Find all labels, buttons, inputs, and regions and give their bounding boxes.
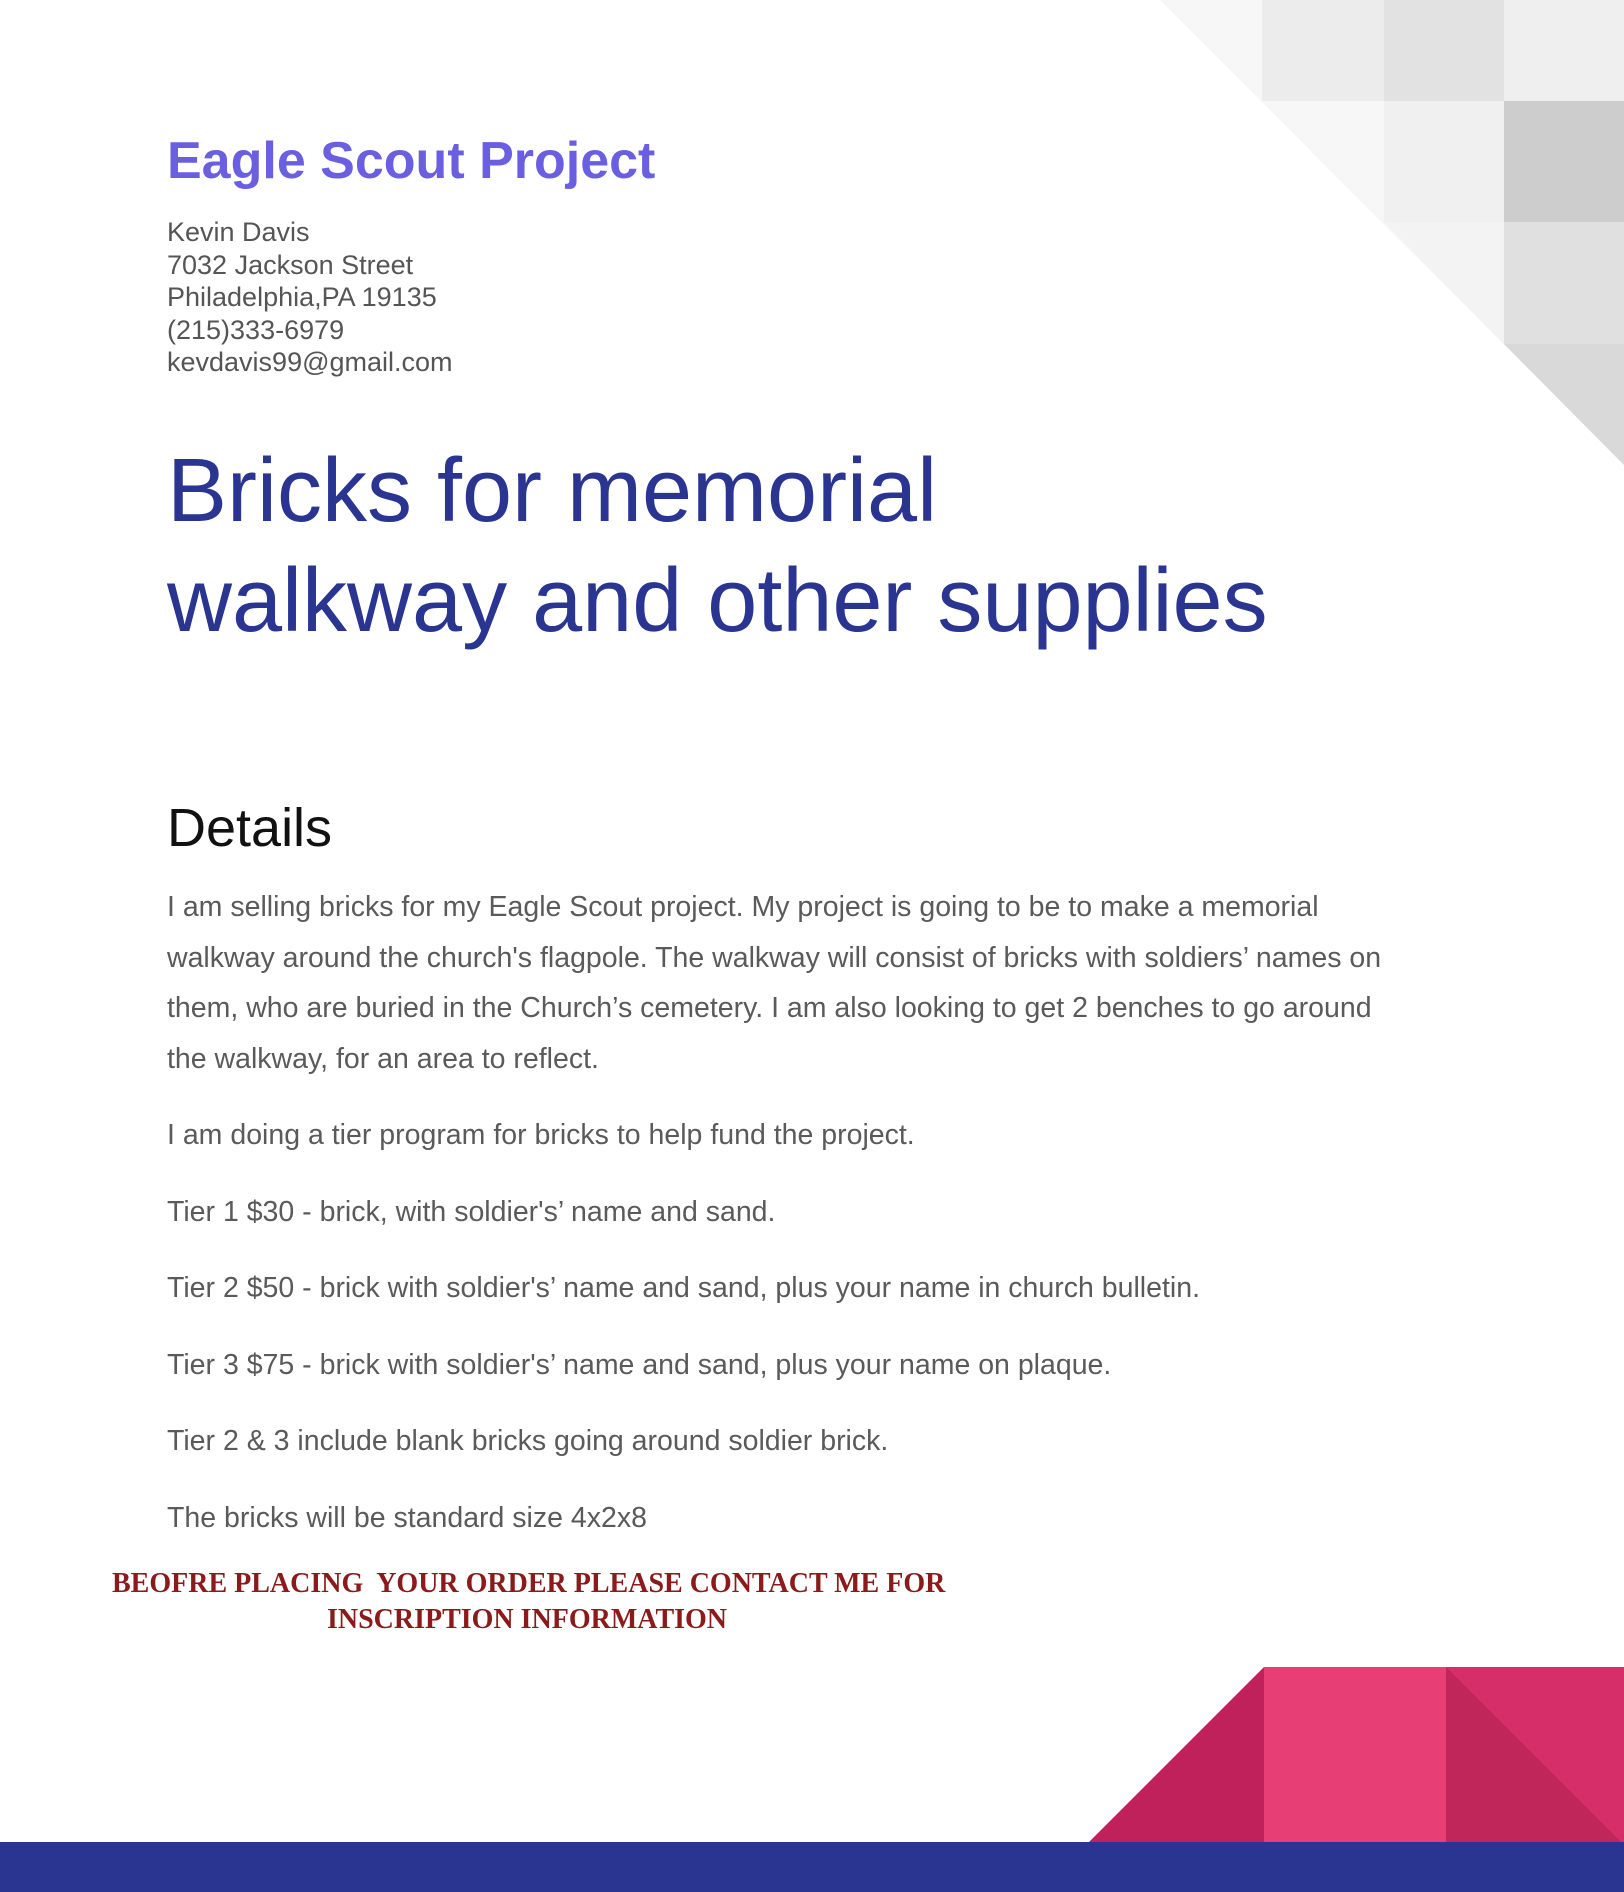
deco-square: [1504, 0, 1624, 101]
deco-square: [1262, 0, 1384, 101]
contact-phone: (215)333-6979: [167, 314, 345, 345]
deco-square: [1504, 101, 1624, 222]
deco-square: [1504, 222, 1624, 344]
deco-square: [1384, 101, 1504, 222]
document-title: Eagle Scout Project: [167, 132, 656, 190]
headline: [167, 436, 1467, 656]
details-body: [167, 882, 1417, 1569]
details-paragraph: I am selling bricks for my Eagle Scout project. My project is going to be to make a memorial walkway around the church's flagpole. The walkway will consist of bricks with soldiers’ names on them, who are buried in the Church’s cemetery. I am also looking to get 2 benches to go around the walkway, for an area to reflect.: [167, 891, 1382, 1075]
tier-1-paragraph: Tier 1 $30 - brick, with soldier's’ name and sand.: [167, 1195, 776, 1228]
headline-line-1: Bricks for memorial: [167, 441, 938, 541]
contact-city: Philadelphia,PA 19135: [167, 282, 437, 312]
bottom-decoration: [0, 1660, 1624, 1892]
details-paragraph: I am doing a tier program for bricks to help fund the project.: [167, 1119, 915, 1151]
tier-2-paragraph: Tier 2 $50 - brick with soldier's’ name and sand, plus your name in church bulletin.: [167, 1272, 1200, 1304]
brick-size-paragraph: The bricks will be standard size 4x2x8: [167, 1501, 647, 1534]
deco-square: [1384, 0, 1504, 101]
contact-email: kevdavis99@gmail.com: [167, 347, 453, 377]
contact-street: 7032 Jackson Street: [167, 249, 414, 280]
tier-3-paragraph: Tier 3 $75 - brick with soldier's’ name and sand, plus your name on plaque.: [167, 1348, 1112, 1381]
order-notice: [112, 1566, 946, 1638]
details-heading: Details: [167, 798, 333, 858]
tier-note-paragraph: Tier 2 & 3 include blank bricks going around soldier brick.: [167, 1425, 889, 1457]
deco-pink-block: [1264, 1667, 1446, 1842]
footer-bar: [0, 1842, 1624, 1892]
deco-crimson-triangle: [1089, 1667, 1264, 1842]
order-notice-line-1: BEOFRE PLACING YOUR ORDER PLEASE CONTACT ME FOR: [112, 1568, 946, 1599]
headline-line-2: walkway and other supplies: [167, 551, 1268, 651]
contact-block: [167, 216, 453, 379]
order-notice-line-2: INSCRIPTION INFORMATION: [326, 1604, 728, 1635]
contact-name: Kevin Davis: [167, 217, 310, 247]
